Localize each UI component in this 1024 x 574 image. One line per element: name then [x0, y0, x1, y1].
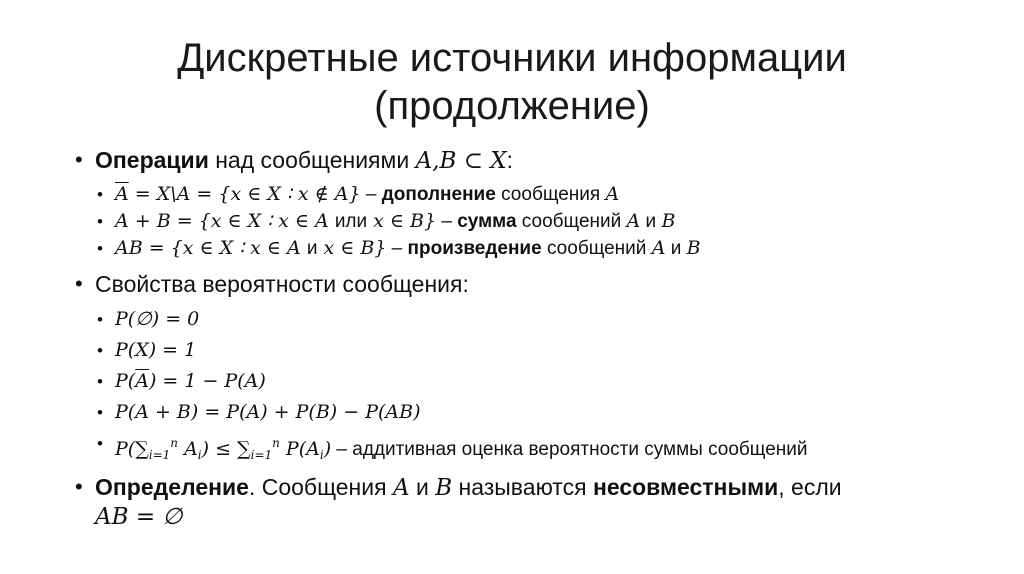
sum-word: или: [334, 211, 368, 232]
sum-var-a: A: [626, 210, 641, 232]
operations-colon: :: [506, 147, 514, 173]
property-5-sub-2: i: [197, 448, 202, 462]
complement-rest: сообщения: [495, 184, 606, 205]
definition-text-2: называются: [452, 474, 593, 500]
slide-body: [75, 146, 975, 537]
property-3-bar-a: $\overline{A}$: [135, 370, 149, 392]
sum-dash: –: [436, 211, 458, 232]
property-2-math: P(X) = 1: [115, 339, 197, 361]
definition-text-1: . Сообщения: [248, 474, 393, 500]
sum-rest: сообщений: [516, 211, 627, 232]
title-line-1: Дискретные источники информации: [177, 36, 847, 80]
property-3-math-b: ) = 1 − P(A): [148, 370, 266, 392]
complement-item: [75, 181, 975, 208]
complement-term: дополнение: [381, 184, 496, 205]
property-5-c: ) ≤ ∑: [201, 438, 251, 460]
definition-bullet: [75, 473, 975, 531]
definition-term: несовместными: [592, 474, 779, 500]
operations-math: A,B ⊂ X: [415, 148, 507, 174]
property-item-5: [75, 428, 975, 471]
definition-text-3: , если: [778, 474, 842, 500]
operations-heading: Операции: [95, 147, 209, 173]
property-item-3: [75, 366, 975, 397]
property-item-1: [75, 304, 975, 335]
product-rest: сообщений: [541, 238, 652, 259]
sum-math-1: A + B = {x ∈ X ∶ x ∈ A: [115, 210, 335, 232]
property-1-math: P(∅) = 0: [115, 308, 200, 330]
product-term: произведение: [407, 238, 542, 259]
complement-math: = X\A = {x ∈ X ∶ x ∉ A}: [128, 183, 361, 205]
property-5-sub-1: i=1: [148, 448, 171, 462]
property-5-d: P(A: [279, 438, 320, 460]
product-item: [75, 235, 975, 262]
product-var-b: B: [686, 237, 701, 259]
definition-math: AB = ∅: [95, 504, 183, 530]
properties-heading: Свойства вероятности сообщения:: [95, 271, 469, 297]
properties-list: [75, 304, 975, 471]
complement-bar-a: $\overline{A}$: [115, 183, 129, 205]
sum-item: [75, 208, 975, 235]
property-5-a: P(∑: [115, 438, 149, 460]
property-5-sup-3: n: [272, 436, 280, 450]
property-item-4: [75, 397, 975, 428]
properties-bullet: [75, 270, 975, 298]
property-5-text: – аддитивная оценка вероятности суммы сообщений: [331, 439, 808, 460]
operations-bullet: [75, 146, 975, 175]
sum-math-2: x ∈ B}: [367, 210, 437, 232]
definition-heading: Определение: [95, 474, 249, 500]
property-5-b: A: [178, 438, 198, 460]
title-line-2: (продолжение): [374, 84, 650, 128]
definition-var-a: A: [392, 475, 410, 501]
product-math-1: AB = {x ∈ X ∶ x ∈ A: [115, 237, 307, 259]
property-5-sub-4: i: [319, 448, 324, 462]
definition-var-b: B: [435, 475, 453, 501]
product-var-a: A: [651, 237, 666, 259]
complement-var: A: [605, 183, 620, 205]
property-3-math-a: P(: [115, 370, 136, 392]
product-and: и: [665, 238, 687, 259]
product-math-2: x ∈ B}: [317, 237, 387, 259]
sum-term: сумма: [457, 211, 517, 232]
property-5-e: ): [323, 438, 332, 460]
property-item-2: [75, 335, 975, 366]
sum-and: и: [640, 211, 662, 232]
property-4-math: P(A + B) = P(A) + P(B) − P(AB): [115, 401, 421, 423]
product-word: и: [306, 238, 318, 259]
property-5-sub-3: i=1: [250, 448, 273, 462]
complement-dash: –: [360, 184, 382, 205]
definition-and: и: [409, 474, 436, 500]
operations-text: над сообщениями: [208, 147, 416, 173]
slide-title: [60, 34, 964, 130]
product-dash: –: [386, 238, 408, 259]
property-5-sup-1: n: [170, 436, 179, 450]
sum-var-b: B: [661, 210, 676, 232]
